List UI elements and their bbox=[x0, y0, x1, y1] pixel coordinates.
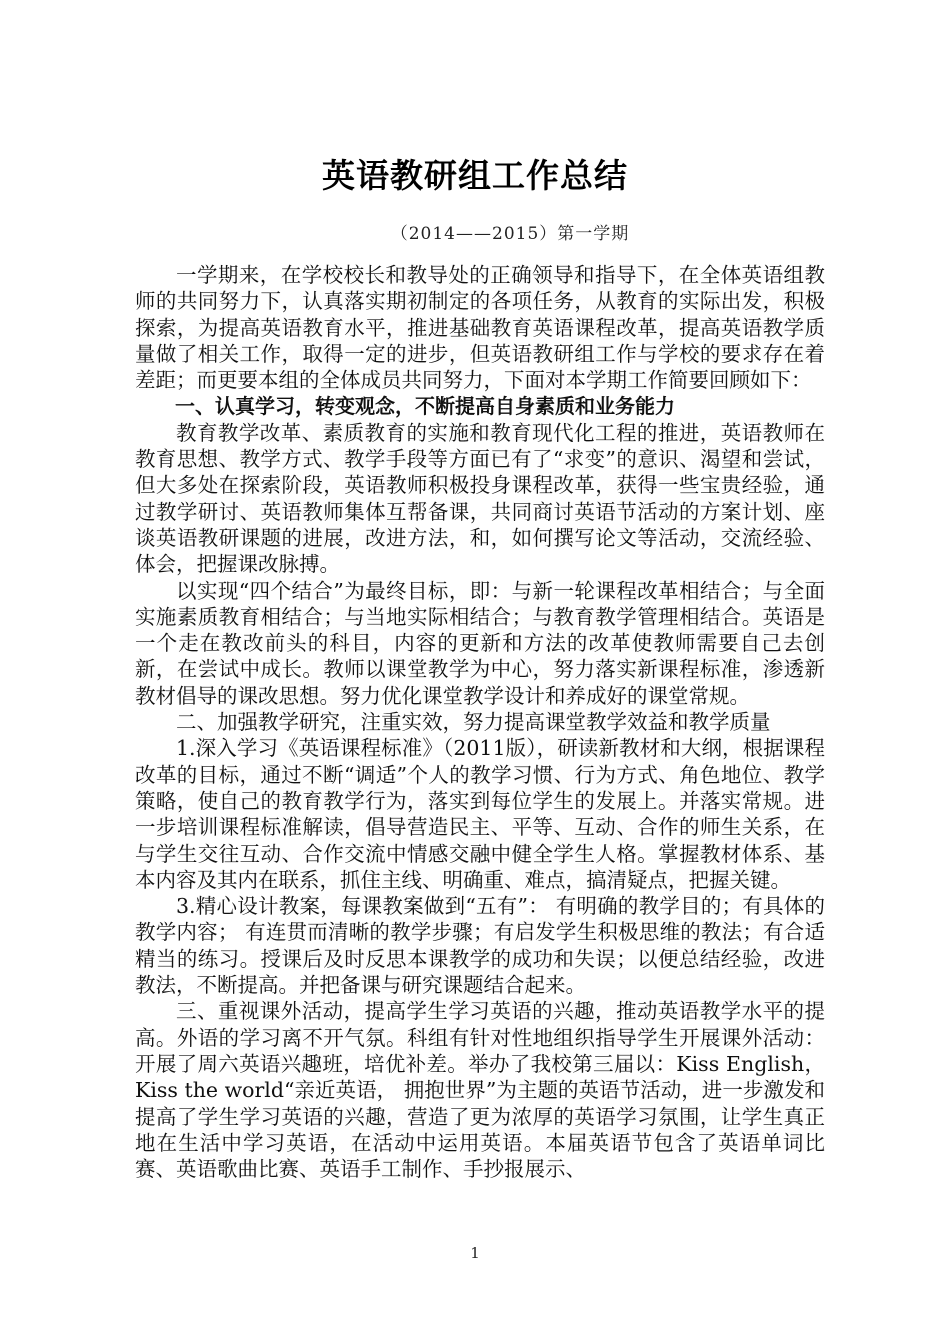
page-number: 1 bbox=[470, 1244, 480, 1262]
paragraph-extracurricular: 三、重视课外活动，提高学生学习英语的兴趣，推动英语教学水平的提高。外语的学习离不开气氛。科组有针对性地组织指导学生开展课外活动：开展了周六英语兴趣班，培优补差。举办了我校第三届以：Kiss English，Kiss the world“亲近英语， 拥抱世界”为主题的英语节活动，进一步激发和提高了学生学习英语的兴趣，营造了更为浓厚的英语学习氛围，让学生真正地在生活中学习英语，在活动中运用英语。本届英语节包含了英语单词比赛、英语歌曲比赛、英语手工制作、手抄报展示、 bbox=[135, 999, 825, 1182]
paragraph-curriculum-standard: 1.深入学习《英语课程标准》（2011版），研读新教材和大纲，根据课程改革的目标，通过不断“调适”个人的教学习惯、行为方式、角色地位、教学策略，使自己的教育教学行为，落实到每位学生的发展上。并落实常规。进一步培训课程标准解读，倡导营造民主、平等、互动、合作的师生关系，在与学生交往互动、合作交流中情感交融中健全学生人格。掌握教材体系、基本内容及其内在联系，抓住主线、明确重、难点，搞清疑点，把握关键。 bbox=[135, 736, 825, 892]
section-heading-1: 一、认真学习，转变观念，不断提高自身素质和业务能力 bbox=[175, 394, 675, 419]
paragraph-lesson-plans: 3.精心设计教案，每课教案做到“五有”： 有明确的教学目的；有具体的教学内容； 有连贯而清晰的教学步骤；有启发学生积极思维的教法；有合适精当的练习。授课后及时反思本课教学的成功和失误；以便总结经验，改进教法，不断提高。并把备课与研究课题结合起来。 bbox=[135, 894, 825, 998]
section-heading-2: 二、加强教学研究，注重实效，努力提高课堂教学效益和教学质量 bbox=[176, 710, 771, 735]
paragraph-four-combinations: 以实现“四个结合”为最终目标，即：与新一轮课程改革相结合；与全面实施素质教育相结合；与当地实际相结合；与教育教学管理相结合。英语是一个走在教改前头的科目，内容的更新和方法的改革使教师需要自己去创新，在尝试中成长。教师以课堂教学为中心，努力落实新课程标准，渗透新教材倡导的课改思想。努力优化课堂教学设计和养成好的课堂常规。 bbox=[135, 578, 825, 708]
document-body bbox=[135, 262, 825, 1182]
document-title: 英语教研组工作总结 bbox=[322, 156, 628, 195]
paragraph-reform: 教育教学改革、素质教育的实施和教育现代化工程的推进，英语教师在教育思想、教学方式、教学手段等方面已有了“求变”的意识、渴望和尝试，但大多处在探索阶段，英语教师积极投身课程改革，获得一些宝贵经验，通过教学研讨、英语教师集体互帮备课，共同商讨英语节活动的方案计划、座谈英语教研课题的进展，改进方法，和，如何撰写论文等活动，交流经验、体会，把握课改脉搏。 bbox=[135, 420, 825, 577]
paragraph-intro: 一学期来，在学校校长和教导处的正确领导和指导下，在全体英语组教师的共同努力下，认真落实期初制定的各项任务，从教育的实际出发，积极探索，为提高英语教育水平，推进基础教育英语课程改革，提高英语教学质量做了相关工作，取得一定的进步，但英语教研组工作与学校的要求存在着差距；而更要本组的全体成员共同努力，下面对本学期工作简要回顾如下： bbox=[135, 263, 825, 393]
document-subtitle: （2014——2015）第一学期 bbox=[390, 224, 630, 244]
